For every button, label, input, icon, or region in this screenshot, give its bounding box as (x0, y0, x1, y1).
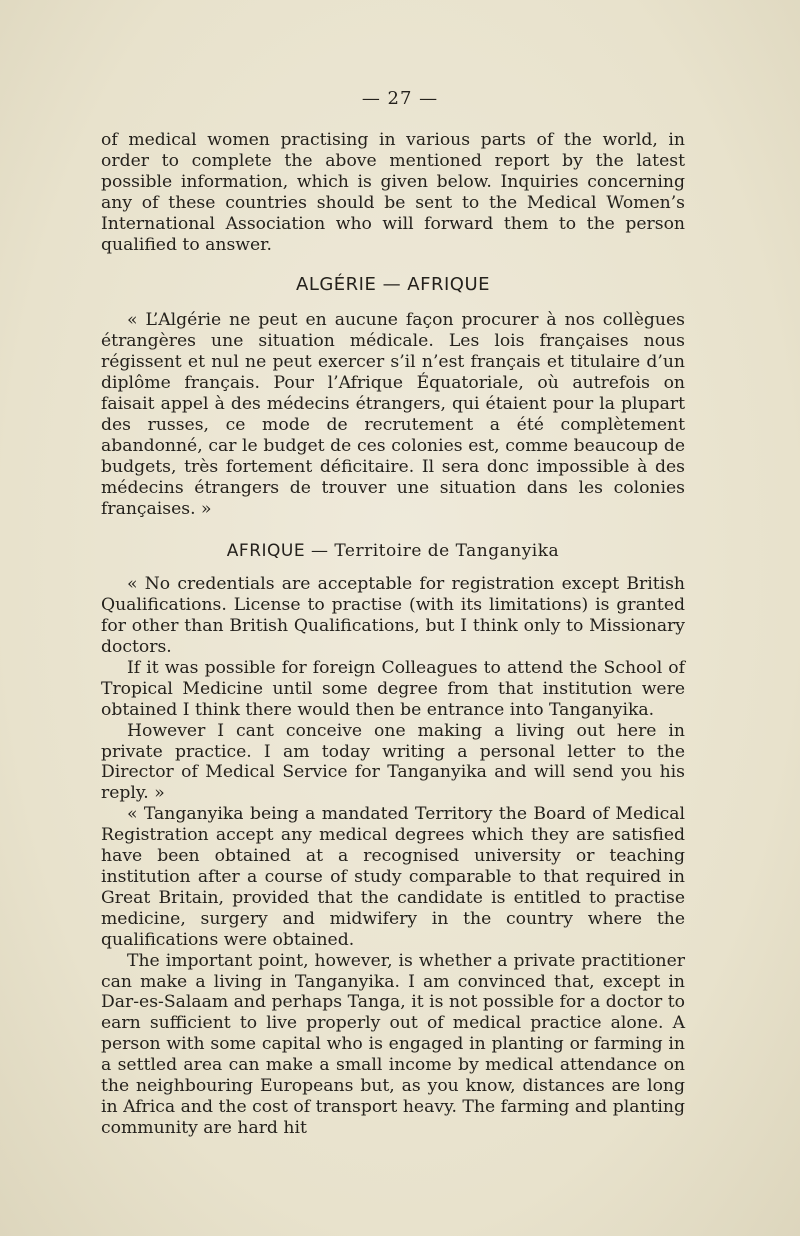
tanganyika-paragraph-4: « Tanganyika being a mandated Territory the Board of Medical Registration accept any medical degrees which they are satisfied have been obtained at a recognised university or teaching institution after a course of study comparable to that required in Great Britain, provided that the candidate is entitled to practise medicine, surgery and midwifery in the country where the qualifications were obtained. (101, 804, 685, 950)
heading-tanganyika-caps: AFRIQUE (226, 541, 306, 562)
heading-algeria: ALGÉRIE — AFRIQUE (296, 274, 490, 296)
tanganyika-paragraph-5: The important point, however, is whether a private practitioner can make a living in Tanganyika. I am convinced that, except in Dar-es-Salaam and perhaps Tanga, it is not possible for a doctor to earn sufficient to live properly out of medical practice alone. A person with some capital who is engaged in planting or farming in a settled area can make a small income by medical attendance on the neighbouring Europeans but, as you know, distances are long in Africa and the cost of transport heavy. The farming and planting community are hard hit (101, 950, 685, 1138)
tanganyika-paragraph-3: However I cant conceive one making a living out here in private practice. I am today writing a personal letter to the Director of Medical Service for Tanganyika and will send you his reply. » (101, 720, 685, 804)
page-number: — 27 — (361, 88, 439, 109)
tanganyika-paragraph-2: If it was possible for foreign Colleagues to attend the School of Tropical Medicine until some degree from that institution were obtained I think there would then be entrance into Tanganyika. (101, 657, 685, 720)
page-body (101, 130, 685, 1139)
algeria-paragraph: « L’Algérie ne peut en aucune façon procurer à nos collègues étrangères une situation médicale. Les lois françaises nous régissent et nul ne peut exercer s’il n’est français et titulaire d’un diplôme français. Pour l’Afrique Équatoriale, où autrefois on faisait appel à des médecins étrangers, qui étaient pour la plupart des russes, ce mode de recrutement a été complètement abandonné, car le budget de ces colonies est, comme beaucoup de budgets, très fortement déficitaire. Il sera donc impossible à des médecins étrangers de trouver une situation dans les colonies françaises. » (101, 310, 685, 519)
heading-tanganyika-rest: — Territoire de Tanganyika (305, 541, 560, 562)
intro-paragraph: of medical women practising in various parts of the world, in order to complete the above mentioned report by the latest possible information, which is given below. Inquiries concerning any of these countries should be sent to the Medical Women’s International Association who will forward them to the person qualified to answer. (101, 130, 685, 255)
heading-tanganyika (101, 541, 685, 562)
tanganyika-paragraph-1: « No credentials are acceptable for registration except British Qualifications. License to practise (with its limitations) is granted for other than British Qualifications, but I think only to Missionary doctors. (101, 574, 685, 658)
